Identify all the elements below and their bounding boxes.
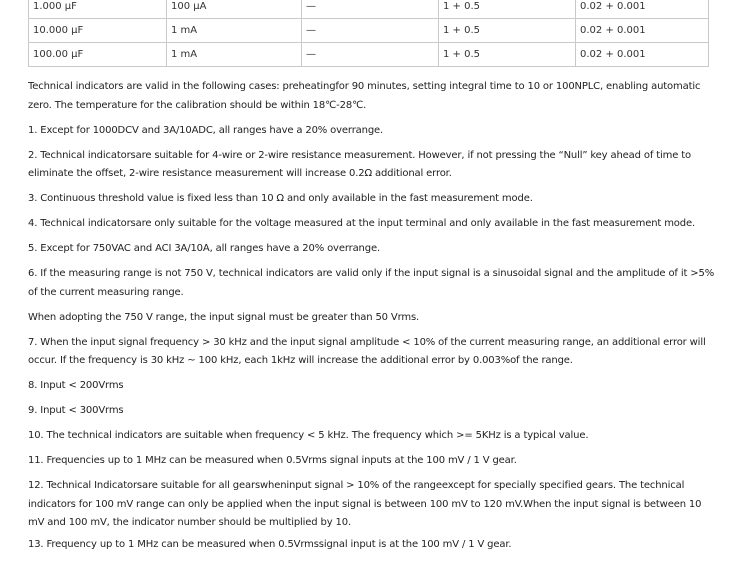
note-1: 1. Except for 1000DCV and 3A/10ADC, all ranges have a 20% overrange. <box>28 124 384 136</box>
note-6: 6. If the measuring range is not 750 V, technical indicators are valid only if the input signal is a sinusoidal signal and the amplitude of it >5% of the current measuring range. <box>28 268 715 298</box>
note-5: 5. Except for 750VAC and ACI 3A/10A, all ranges have a 20% overrange. <box>28 243 380 254</box>
table-cell: 1 + 0.5 <box>439 0 576 19</box>
table-cell: 0.02 + 0.001 <box>576 43 709 67</box>
table-cell: 0.02 + 0.001 <box>576 19 709 43</box>
table-cell: 1 + 0.5 <box>439 43 576 67</box>
note-8: 8. Input < 200Vrms <box>28 380 124 391</box>
note-3: 3. Continuous threshold value is fixed less than 10 Ω and only available in the fast measurement mode. <box>28 193 533 204</box>
note-2: 2. Technical indicatorsare suitable for 4-wire or 2-wire resistance measurement. However, if not pressing the “Null” key ahead of time to eliminate the offset, 2-wire resistance measurement will increase 0.2Ω additional error. <box>28 149 691 179</box>
note-intro: Technical indicators are valid in the following cases: preheatingfor 90 minutes, setting integral time to 10 or 100NPLC, enabling automatic zero. The temperature for the calibration should be within 18℃-28℃. <box>28 81 701 111</box>
table-cell: 1 + 0.5 <box>439 19 576 43</box>
table-cell: 10.000 μF <box>29 19 167 43</box>
table-cell: — <box>302 43 439 67</box>
note-7: 7. When the input signal frequency > 30 kHz and the input signal amplitude < 10% of the current measuring range, an additional error will occur. If the frequency is 30 kHz ~ 100 kHz, each 1kHz will increase the additional error by 0.003%of the range. <box>28 336 706 366</box>
table-cell: 0.02 + 0.001 <box>576 0 709 19</box>
note-6-addendum: When adopting the 750 V range, the input signal must be greater than 50 Vrms. <box>28 311 420 323</box>
note-9: 9. Input < 300Vrms <box>28 405 124 416</box>
note-12: 12. Technical Indicatorsare suitable for all gearswheninput signal > 10% of the rangeexcept for specially specified gears. The technical indicators for 100 mV range can only be applied when the input signal is between 100 mV to 120 mV.When the input signal is between 10 mV and 100 mV, the indicator number should be multiplied by 10. <box>28 480 702 528</box>
note-10: 10. The technical indicators are suitable when frequency < 5 kHz. The frequency which >= 5KHz is a typical value. <box>28 430 589 441</box>
table-cell: 100.00 μF <box>29 43 167 67</box>
table-cell: 1.000 μF <box>29 0 167 19</box>
spec-table <box>28 0 709 67</box>
notes-section <box>28 78 718 561</box>
table-row <box>29 43 709 67</box>
note-11: 11. Frequencies up to 1 MHz can be measured when 0.5Vrms signal inputs at the 100 mV / 1 V gear. <box>28 455 517 466</box>
table-cell: — <box>302 0 439 19</box>
table-row <box>29 19 709 43</box>
table-cell: 1 mA <box>167 19 302 43</box>
table-cell: — <box>302 19 439 43</box>
note-13: 13. Frequency up to 1 MHz can be measured when 0.5Vrmssignal input is at the 100 mV / 1 V gear. <box>28 538 512 550</box>
spec-table-body <box>29 0 709 67</box>
table-row <box>29 0 709 19</box>
table-cell: 100 μA <box>167 0 302 19</box>
note-4: 4. Technical indicatorsare only suitable for the voltage measured at the input terminal and only available in the fast measurement mode. <box>28 218 695 229</box>
table-cell: 1 mA <box>167 43 302 67</box>
